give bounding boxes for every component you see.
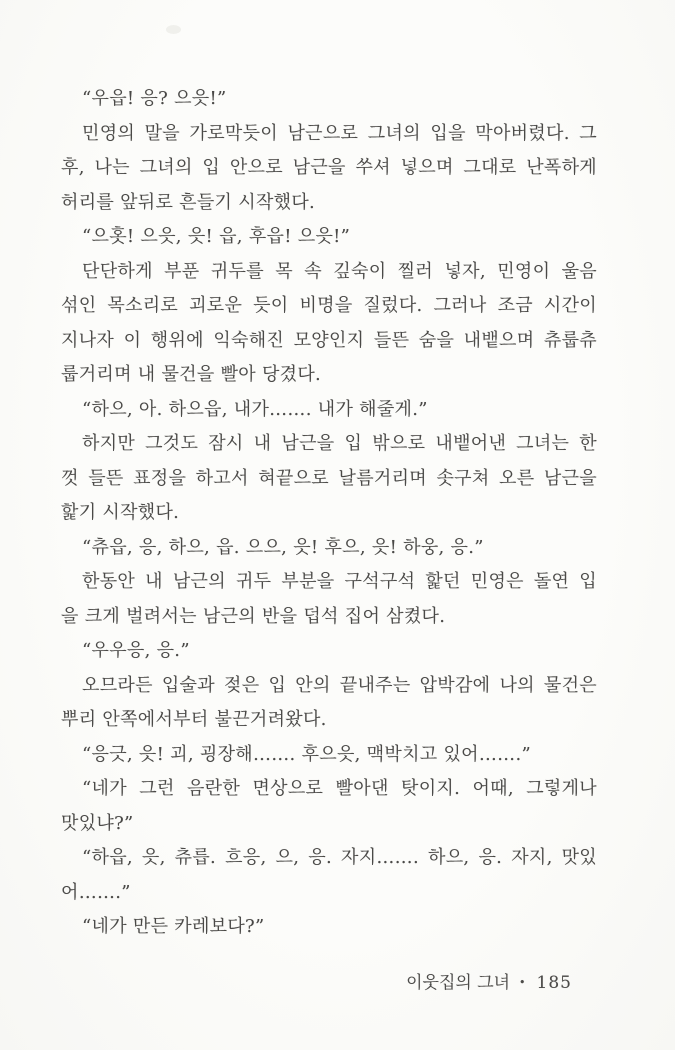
- body-text-line: 뿌리 안쪽에서부터 불끈거려왔다.: [61, 709, 327, 730]
- footer-chapter-title: 이웃집의 그녀: [406, 973, 511, 993]
- body-text-line: 룹거리며 내 물건을 빨아 당겼다.: [61, 364, 322, 385]
- page-footer: [406, 971, 572, 995]
- body-text-line: 을 크게 벌려서는 남근의 반을 덥석 집어 삼켰다.: [61, 605, 446, 627]
- body-text-line: 어…….”: [61, 881, 131, 903]
- body-text-line: 맛있냐?”: [61, 812, 134, 834]
- body-text-line: 하지만 그것도 잠시 내 남근을 입 밖으로 내뱉어낸 그녀는 한: [82, 433, 597, 454]
- footer-page-number: 185: [536, 973, 572, 993]
- scan-smudge: [166, 25, 181, 34]
- body-text-line: 한동안 내 남근의 귀두 부분을 구석구석 핥던 민영은 돌연 입: [82, 571, 597, 592]
- body-text-line: “츄읍, 응, 하으, 읍. 으으, 읏! 후으, 읏! 하웅, 응.”: [82, 536, 484, 558]
- body-text-line: 핥기 시작했다.: [61, 502, 180, 523]
- body-text-block: [61, 82, 597, 945]
- body-text-line: 단단하게 부푼 귀두를 목 속 깊숙이 찔러 넣자, 민영이 울음: [82, 260, 597, 282]
- body-text-line: 민영의 말을 가로막듯이 남근으로 그녀의 입을 막아버렸다. 그: [82, 122, 597, 144]
- body-text-line: “하으, 아. 하으읍, 내가……. 내가 해줄게.”: [82, 398, 428, 420]
- body-text-line: “네가 그런 음란한 면상으로 빨아댄 탓이지. 어때, 그렇게나: [82, 778, 597, 799]
- body-text-line: “하읍, 읏, 츄릅. 흐응, 으, 응. 자지……. 하으, 응. 자지, 맛있: [82, 847, 597, 868]
- body-text-line: 껏 들뜬 표정을 하고서 혀끝으로 날름거리며 솟구쳐 오른 남근을: [61, 467, 597, 489]
- body-text-line: “우읍! 응? 으읏!”: [82, 88, 227, 109]
- body-text-line: 오므라든 입술과 젖은 입 안의 끝내주는 압박감에 나의 물건은: [82, 674, 597, 696]
- body-text-line: “네가 만든 카레보다?”: [82, 916, 265, 937]
- body-text-line: “우우응, 응.”: [82, 640, 190, 661]
- body-text-line: 섞인 목소리로 괴로운 듯이 비명을 질렀다. 그러나 조금 시간이: [61, 295, 597, 316]
- footer-separator-dot: •: [519, 976, 526, 989]
- body-text-line: “으홋! 으읏, 읏! 읍, 후읍! 으읏!”: [82, 226, 351, 247]
- body-text-line: 후, 나는 그녀의 입 안으로 남근을 쑤셔 넣으며 그대로 난폭하게: [61, 157, 597, 178]
- body-text-line: 허리를 앞뒤로 흔들기 시작했다.: [61, 191, 316, 213]
- body-text-line: “응긋, 읏! 괴, 굉장해……. 후으읏, 맥박치고 있어…….”: [82, 743, 531, 765]
- body-text-line: 지나자 이 행위에 익숙해진 모양인지 들뜬 숨을 내뱉으며 츄룹츄: [61, 329, 597, 351]
